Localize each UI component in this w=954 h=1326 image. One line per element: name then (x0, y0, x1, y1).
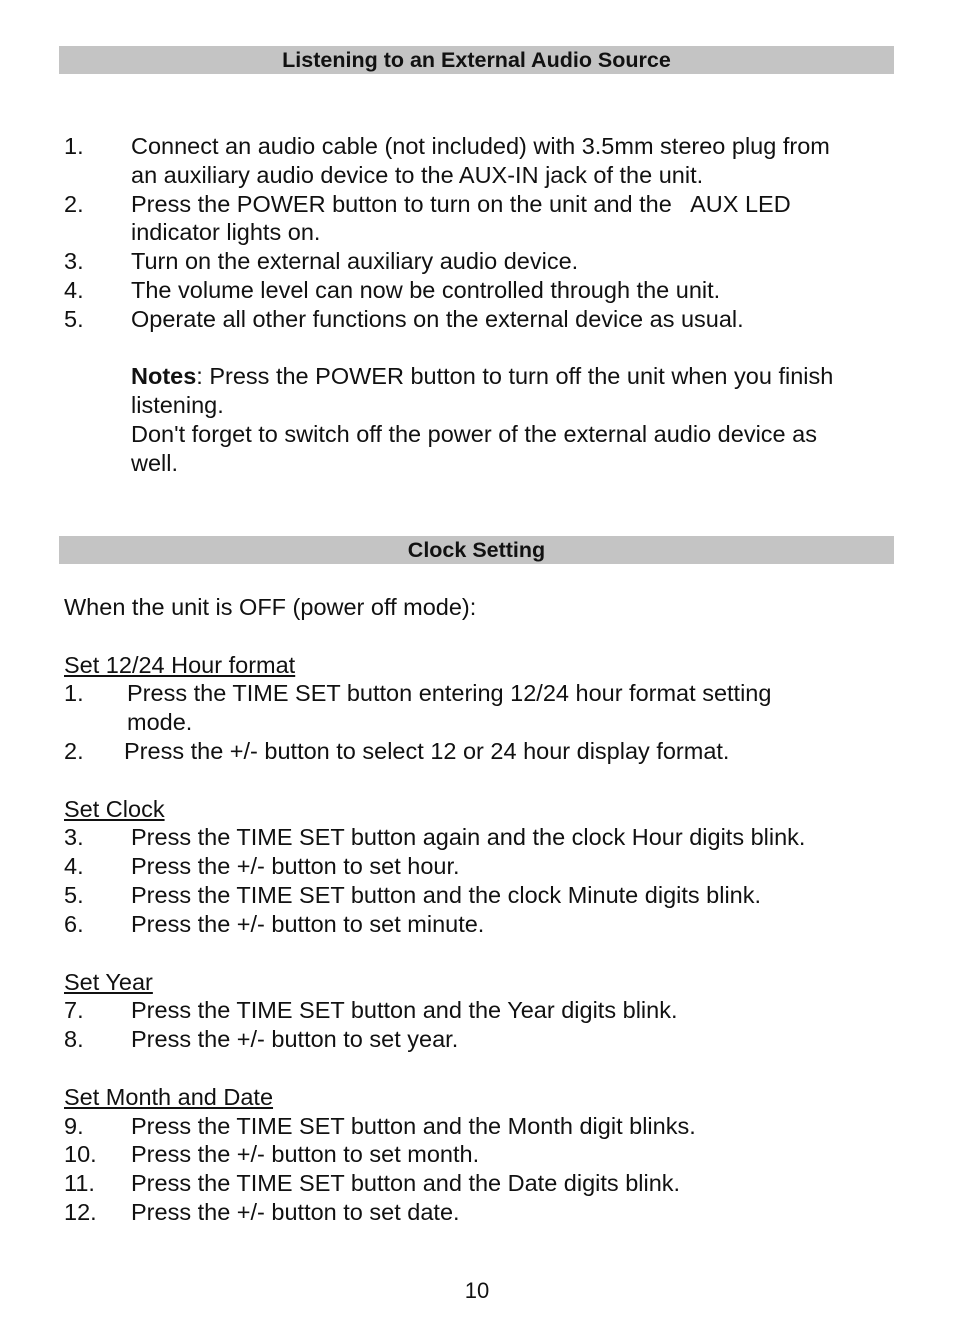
step-text: Press the TIME SET button and the Year digits blink. (131, 997, 678, 1023)
step-number: 12. (64, 1199, 97, 1225)
step-text: Connect an audio cable (not included) with 3.5mm stereo plug from (131, 133, 830, 159)
step-number: 5. (64, 882, 84, 908)
step-text: The volume level can now be controlled through the unit. (131, 277, 721, 303)
step-number: 2. (64, 738, 84, 764)
step-number: 1. (64, 680, 84, 706)
subheading-set-month-date: Set Month and Date (64, 1084, 274, 1110)
step-number: 2. (64, 191, 84, 217)
step-text: Press the POWER button to turn on the unit and the AUX LED (131, 191, 791, 217)
step-number: 9. (64, 1113, 84, 1139)
step-text: Press the TIME SET button and the clock Minute digits blink. (131, 882, 762, 908)
step-number: 8. (64, 1026, 84, 1052)
step-text: Press the +/- button to set date. (131, 1199, 460, 1225)
notes-line (131, 362, 833, 391)
step-text: mode. (127, 709, 193, 735)
step-text: Turn on the external auxiliary audio device. (131, 248, 579, 274)
page-number: 10 (464, 1278, 490, 1303)
step-number: 10. (64, 1141, 97, 1167)
step-number: 11. (64, 1170, 95, 1196)
step-number: 4. (64, 853, 84, 879)
step-text: Press the TIME SET button and the Date digits blink. (131, 1170, 681, 1196)
step-text: Operate all other functions on the external device as usual. (131, 306, 744, 332)
step-number: 3. (64, 824, 84, 850)
notes-text: Don't forget to switch off the power of the external audio device as (131, 421, 817, 447)
step-number: 3. (64, 248, 84, 274)
step-text: Press the +/- button to set month. (131, 1141, 480, 1167)
notes-text: listening. (131, 392, 224, 418)
step-number: 1. (64, 133, 84, 159)
step-text: an auxiliary audio device to the AUX-IN jack of the unit. (131, 162, 704, 188)
step-text: Press the TIME SET button and the Month digit blinks. (131, 1113, 696, 1139)
section-header-external-audio: Listening to an External Audio Source (59, 46, 894, 74)
subheading-hour-format: Set 12/24 Hour format (64, 652, 296, 678)
subheading-set-year: Set Year (64, 969, 153, 995)
notes-text: well. (131, 450, 179, 476)
step-text: Press the +/- button to set year. (131, 1026, 459, 1052)
step-number: 4. (64, 277, 84, 303)
notes-label: Notes (131, 363, 197, 389)
step-number: 7. (64, 997, 84, 1023)
step-text: Press the TIME SET button again and the clock Hour digits blink. (131, 824, 806, 850)
step-text: indicator lights on. (131, 219, 321, 245)
clock-intro: When the unit is OFF (power off mode): (64, 594, 477, 620)
step-text: Press the +/- button to set minute. (131, 911, 485, 937)
step-number: 6. (64, 911, 84, 937)
section-header-clock-setting: Clock Setting (59, 536, 894, 564)
step-text: Press the +/- button to set hour. (131, 853, 460, 879)
step-text: Press the +/- button to select 12 or 24 hour display format. (124, 738, 730, 764)
step-number: 5. (64, 306, 84, 332)
step-text: Press the TIME SET button entering 12/24 hour format setting (127, 680, 772, 706)
subheading-set-clock: Set Clock (64, 796, 165, 822)
notes-text: : Press the POWER button to turn off the unit when you finish (196, 363, 834, 389)
